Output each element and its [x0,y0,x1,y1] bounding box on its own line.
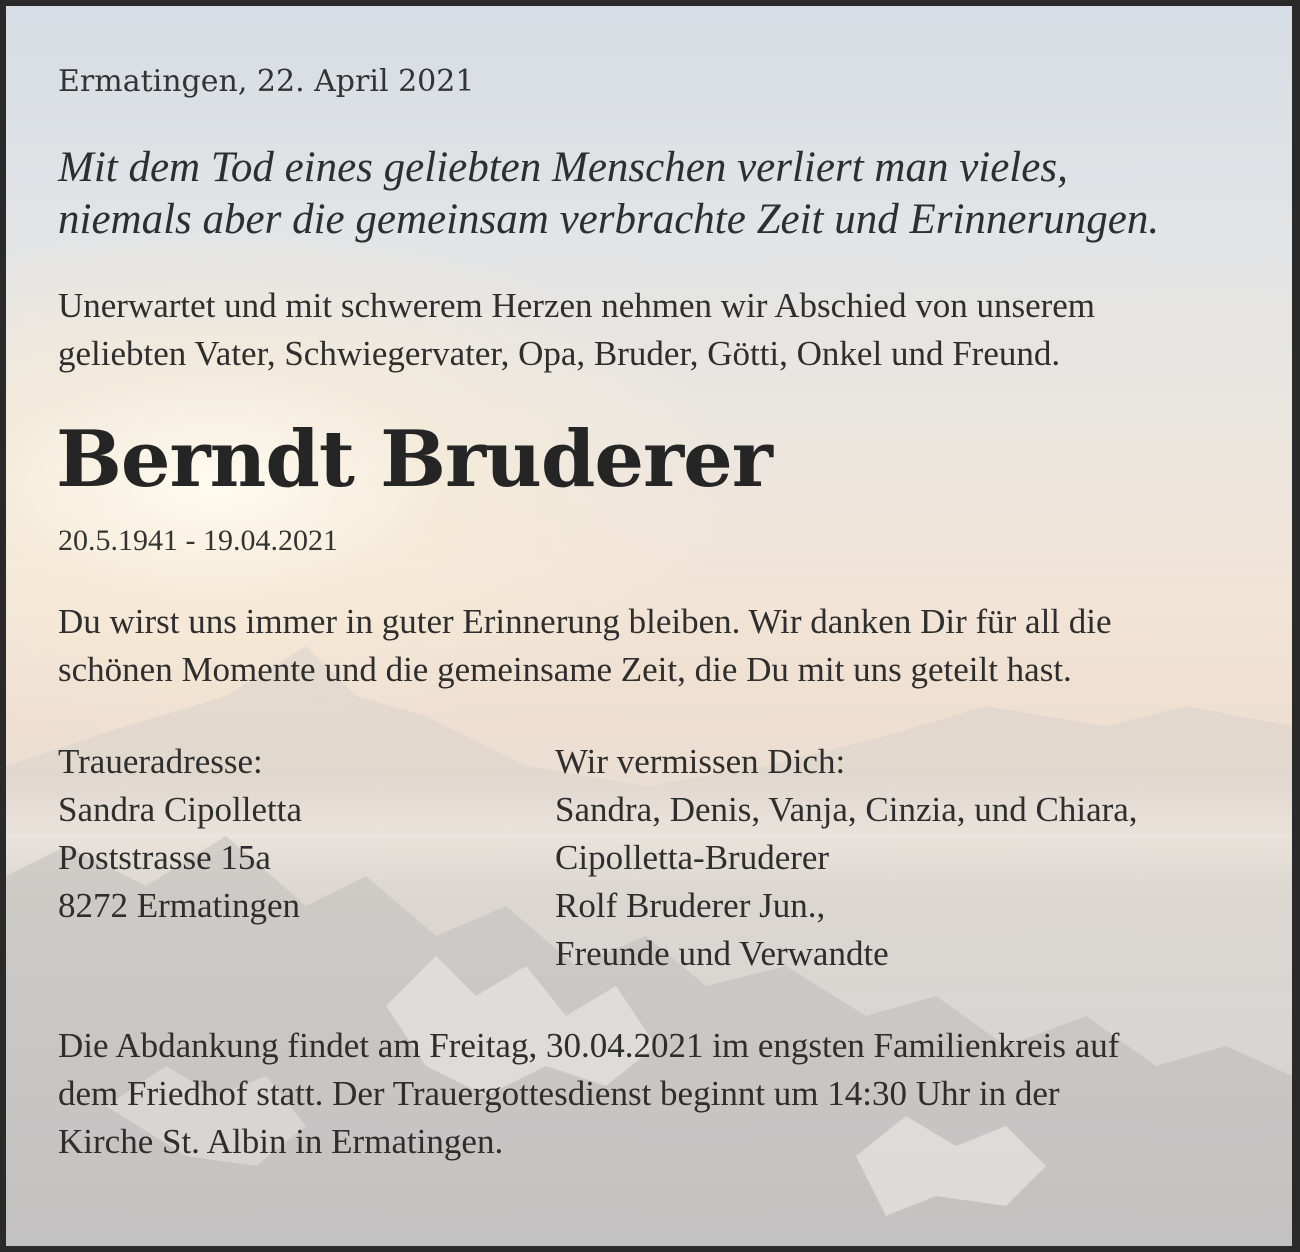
ceremony-line: dem Friedhof statt. Der Trauergottesdienst beginnt um 14:30 Uhr in der [58,1074,1060,1113]
address-line: 8272 Ermatingen [58,886,301,925]
farewell-intro [58,282,1258,378]
obituary-card [6,6,1292,1246]
ceremony-line: Kirche St. Albin in Ermatingen. [58,1122,504,1161]
mourners-line: Rolf Bruderer Jun., [555,886,826,925]
address-line: Sandra Cipolletta [58,790,302,829]
ceremony-line: Die Abdankung findet am Freitag, 30.04.2021 im engsten Familienkreis auf [58,1026,1120,1065]
intro-line: Unerwartet und mit schwerem Herzen nehmen wir Abschied von unserem [58,286,1096,325]
place-and-date: Ermatingen, 22. April 2021 [58,64,475,99]
quote-line: niemals aber die gemeinsam verbrachte Zeit und Erinnerungen. [58,196,1160,243]
mourners-list [555,738,1255,978]
mourners-heading: Wir vermissen Dich: [555,742,846,781]
intro-line: geliebten Vater, Schwiegervater, Opa, Bruder, Götti, Onkel und Freund. [58,334,1061,373]
deceased-name: Berndt Bruderer [56,414,772,505]
address-heading: Traueradresse: [58,742,263,781]
address-line: Poststrasse 15a [58,838,271,877]
memory-text [58,598,1258,694]
mourning-address [58,738,538,930]
memory-line: schönen Momente und die gemeinsame Zeit, die Du mit uns geteilt hast. [58,650,1072,689]
mourners-line: Cipolletta-Bruderer [555,838,830,877]
mourners-line: Sandra, Denis, Vanja, Cinzia, und Chiara, [555,790,1138,829]
mourners-line: Freunde und Verwandte [555,934,889,973]
ceremony-info [58,1022,1258,1166]
memory-line: Du wirst uns immer in guter Erinnerung bleiben. Wir danken Dir für all die [58,602,1112,641]
life-dates: 20.5.1941 - 19.04.2021 [58,524,338,557]
quote-line: Mit dem Tod eines geliebten Menschen verliert man vieles, [58,144,1068,191]
memorial-quote [58,142,1258,246]
